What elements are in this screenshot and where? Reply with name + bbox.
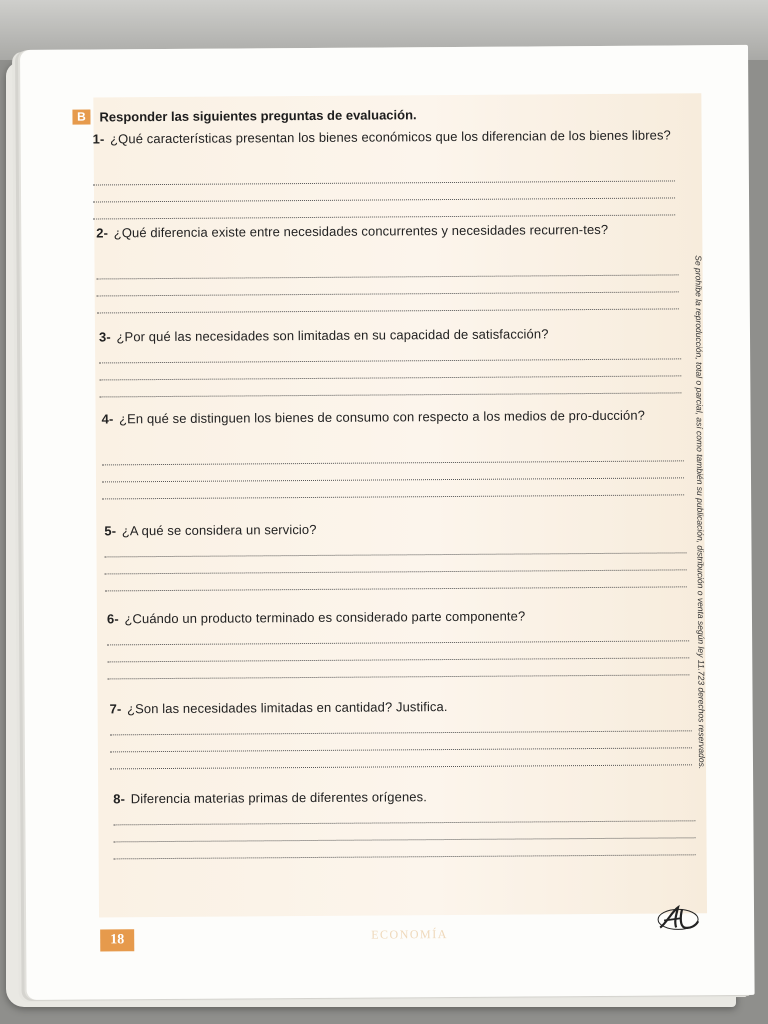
question-text: ¿Qué diferencia existe entre necesidades concurrentes y necesidades recurren-tes? xyxy=(113,221,609,241)
publisher-logo-icon xyxy=(656,903,700,931)
answer-lines-1[interactable] xyxy=(93,164,675,219)
section-header xyxy=(72,107,416,124)
answer-lines-7[interactable] xyxy=(110,714,692,769)
question-text: ¿Cuándo un producto terminado es considerado parte componente? xyxy=(124,608,526,627)
question-text: ¿En qué se distinguen los bienes de consumo con respecto a los medios de pro-ducción? xyxy=(119,407,646,427)
question-number: 4- xyxy=(101,411,114,427)
question-number: 3- xyxy=(98,329,111,345)
answer-lines-4[interactable] xyxy=(102,444,684,499)
answer-lines-6[interactable] xyxy=(107,624,689,679)
question-number: 5- xyxy=(104,523,117,539)
question-number: 1- xyxy=(92,131,105,147)
question-text: ¿Son las necesidades limitadas en cantidad? Justifica. xyxy=(127,699,448,717)
answer-lines-5[interactable] xyxy=(104,536,686,591)
section-instruction: Responder las siguientes preguntas de evaluación. xyxy=(99,107,417,125)
footer-subject: ECONOMÍA xyxy=(371,927,448,942)
question-number: 7- xyxy=(109,701,122,717)
question-number: 2- xyxy=(96,225,109,241)
answer-lines-8[interactable] xyxy=(113,804,695,859)
question-text: ¿A qué se considera un servicio? xyxy=(121,521,317,539)
workbook-page xyxy=(20,45,755,1000)
question-number: 8- xyxy=(113,791,126,807)
copyright-text: Se prohíbe la reproducción, total o parcial, así como también su publicación, distribución o venta según ley 11.723 derechos reservados. xyxy=(693,255,708,770)
page-number: 18 xyxy=(100,929,134,951)
answer-lines-3[interactable] xyxy=(99,342,681,397)
question-text: Diferencia materias primas de diferentes orígenes. xyxy=(130,789,427,807)
question-text: ¿Por qué las necesidades son limitadas en su capacidad de satisfacción? xyxy=(116,326,549,345)
question-text: ¿Qué características presentan los bienes económicos que los diferencian de los bienes libres? xyxy=(110,127,671,147)
answer-lines-2[interactable] xyxy=(96,258,678,313)
copyright-notice xyxy=(693,255,712,770)
section-badge: B xyxy=(72,110,90,125)
question-number: 6- xyxy=(106,611,119,627)
